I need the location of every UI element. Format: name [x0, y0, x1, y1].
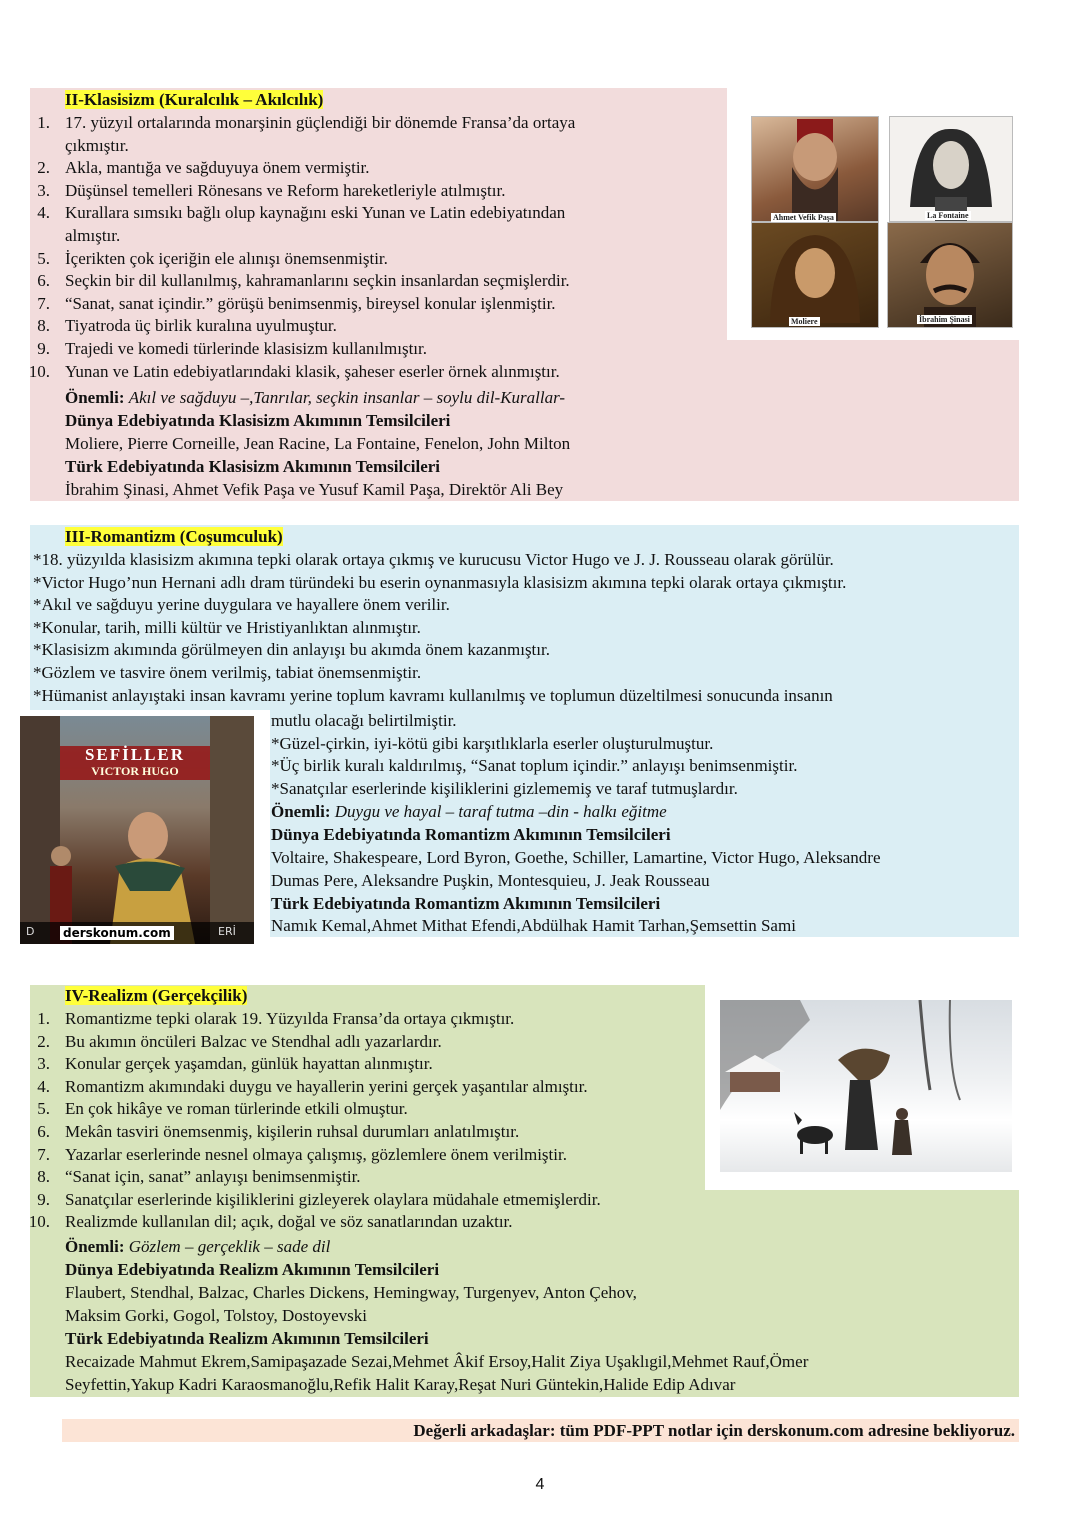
klasisizm-item-text: Seçkin bir dil kullanılmış, kahramanlarını seçkin insanlardan seçmişlerdir.	[65, 271, 570, 291]
footer-note: Değerli arkadaşlar: tüm PDF-PPT notlar için derskonum.com adresine bekliyoruz.	[413, 1421, 1015, 1440]
klasisizm-item-number: 9.	[37, 339, 50, 358]
romantizm-line: *Konular, tarih, milli kültür ve Hristiyanlıktan alınmıştır.	[33, 617, 421, 637]
page-number: 4	[535, 1476, 545, 1493]
book-site-label: derskonum.com	[60, 926, 174, 940]
romantizm-dunya-names-2: Dumas Pere, Aleksandre Puşkin, Montesquieu, J. Jeak Rousseau	[271, 871, 710, 890]
realizm-item-text: Mekân tasviri önemsenmiş, kişilerin ruhsal durumları anlatılmıştır.	[65, 1122, 520, 1141]
realizm-dunya-names-2: Maksim Gorki, Gogol, Tolstoy, Dostoyevski	[65, 1306, 367, 1325]
portrait-figure-icon	[752, 117, 878, 221]
book-title-banner	[60, 746, 210, 780]
book-strip-left: D	[26, 925, 35, 938]
winter-painting	[720, 1000, 1012, 1172]
klasisizm-item-text: Yunan ve Latin edebiyatlarındaki klasik, şaheser eserler örnek alınmıştır.	[65, 361, 560, 381]
klasisizm-dunya-names: Moliere, Pierre Corneille, Jean Racine, La Fontaine, Fenelon, John Milton	[65, 434, 571, 453]
romantizm-line: *Hümanist anlayıştaki insan kavramı yerine toplum kavramı kullanılmış ve toplumun düzeltilmesi sonucunda insanın	[33, 685, 833, 705]
klasisizm-item-text: 17. yüzyıl ortalarında monarşinin güçlendiği bir dönemde Fransa’da ortaya	[65, 113, 576, 132]
romantizm-line: *Victor Hugo’nun Hernani adlı dram türündeki bu eserin oynanmasıyla klasisizm akımına tepki olarak ortaya çıkmıştır.	[33, 572, 847, 592]
klasisizm-heading: II-Klasisizm (Kuralcılık – Akılcılık)	[65, 90, 324, 109]
realizm-heading: IV-Realizm (Gerçekçilik)	[65, 986, 248, 1005]
klasisizm-turk-names: İbrahim Şinasi, Ahmet Vefik Paşa ve Yusuf Kamil Paşa, Direktör Ali Bey	[65, 480, 564, 499]
romantizm-line: *Akıl ve sağduyu yerine duygulara ve hayallere önem verilir.	[33, 595, 450, 615]
realizm-item-text: Yazarlar eserlerinde nesnel olmaya çalışmış, gözlemlere önem verilmiştir.	[65, 1144, 567, 1164]
realizm-item-text: En çok hikâye ve roman türlerinde etkili olmuştur.	[65, 1099, 408, 1119]
portrait-moliere	[751, 222, 879, 328]
romantizm-line: *Gözlem ve tasvire önem verilmiş, tabiat önemsenmiştir.	[33, 663, 422, 682]
realizm-item-text: Sanatçılar eserlerinde kişiliklerini gizleyerek olaylara müdahale etmemişlerdir.	[65, 1189, 601, 1209]
portrait-figure-icon	[890, 117, 1012, 221]
klasisizm-item-text: Tiyatroda üç birlik kuralına uyulmuştur.	[65, 316, 337, 336]
klasisizm-item-text: Kurallara sımsıkı bağlı olup kaynağını eski Yunan ve Latin edebiyatından	[65, 203, 566, 223]
realizm-dunya-title: Dünya Edebiyatında Realizm Akımının Temsilcileri	[65, 1260, 440, 1279]
realizm-item-number: 7.	[37, 1144, 50, 1164]
klasisizm-item-text: Düşünsel temelleri Rönesans ve Reform hareketleriyle atılmıştır.	[65, 180, 506, 200]
klasisizm-item-text: almıştır.	[65, 226, 121, 245]
winter-scene-icon	[720, 1000, 1012, 1172]
book-title: SEFİLLER	[84, 745, 186, 764]
realizm-item-number: 3.	[37, 1054, 50, 1074]
romantizm-line: *Üç birlik kuralı kaldırılmış, “Sanat toplum içindir.” anlayışı benimsenmiştir.	[271, 756, 798, 776]
klasisizm-item-text: çıkmıştır.	[65, 135, 129, 155]
caption-moliere: Moliere	[791, 317, 818, 326]
klasisizm-item-number: 3.	[37, 180, 50, 200]
romantizm-dunya-names-1: Voltaire, Shakespeare, Lord Byron, Goethe, Schiller, Lamartine, Victor Hugo, Aleksandre	[271, 848, 881, 867]
klasisizm-item-number: 1.	[37, 113, 50, 132]
portrait-ibrahim-sinasi	[887, 222, 1013, 328]
realizm-item-number: 10.	[28, 1212, 50, 1232]
klasisizm-item-text: İçerikten çok içeriğin ele alınışı önemsenmiştir.	[65, 248, 388, 268]
realizm-item-number: 9.	[37, 1189, 50, 1209]
realizm-item-text: Bu akımın öncüleri Balzac ve Stendhal adlı yazarlardır.	[65, 1031, 442, 1051]
caption-la-fontaine: La Fontaine	[927, 211, 969, 220]
romantizm-line: *Klasisizm akımında görülmeyen din anlayışı bu akımda önem kazanmıştır.	[33, 640, 550, 660]
realizm-item-number: 2.	[37, 1031, 50, 1051]
realizm-item-text: Romantizme tepki olarak 19. Yüzyılda Fransa’da ortaya çıkmıştır.	[65, 1009, 515, 1028]
portrait-figure-icon	[752, 223, 878, 327]
klasisizm-item-number: 4.	[37, 203, 50, 223]
book-strip-right: ERİ	[218, 925, 236, 938]
klasisizm-item-number: 2.	[37, 158, 50, 178]
realizm-item-number: 6.	[37, 1122, 50, 1141]
realizm-item-text: Realizmde kullanılan dil; açık, doğal ve söz sanatlarından uzaktır.	[65, 1212, 513, 1232]
realizm-item-text: “Sanat için, sanat” anlayışı benimsenmiştir.	[65, 1167, 361, 1187]
romantizm-dunya-title: Dünya Edebiyatında Romantizm Akımının Temsilcileri	[271, 825, 671, 844]
romantizm-turk-names: Namık Kemal,Ahmet Mithat Efendi,Abdülhak Hamit Tarhan,Şemsettin Sami	[271, 916, 796, 935]
caption-ibrahim-sinasi: İbrahim Şinasi	[919, 315, 970, 324]
romantizm-line: mutlu olacağı belirtilmiştir.	[271, 711, 457, 730]
klasisizm-item-text: Trajedi ve komedi türlerinde klasisizm kullanılmıştır.	[65, 339, 427, 358]
realizm-item-text: Konular gerçek yaşamdan, günlük hayattan alınmıştır.	[65, 1054, 433, 1074]
romantizm-onemli: Önemli: Duygu ve hayal – taraf tutma –din - halkı eğitme	[271, 802, 667, 821]
klasisizm-item-text: “Sanat, sanat içindir.” görüşü benimsenmiş, bireysel konular işlenmiştir.	[65, 293, 556, 313]
book-bottom-strip	[20, 922, 254, 944]
realizm-item-number: 4.	[37, 1076, 50, 1096]
klasisizm-item-number: 6.	[37, 271, 50, 291]
klasisizm-item-text: Akla, mantığa ve sağduyuya önem vermiştir.	[65, 158, 370, 178]
romantizm-line: *18. yüzyılda klasisizm akımına tepki olarak ortaya çıkmış ve kurucusu Victor Hugo ve J. J. Rousseau olarak görülür.	[33, 550, 834, 569]
klasisizm-item-number: 7.	[37, 293, 50, 313]
realizm-item-number: 8.	[37, 1167, 50, 1187]
portraits-panel	[727, 109, 1020, 339]
realizm-item-number: 5.	[37, 1099, 50, 1119]
romantizm-line: *Sanatçılar eserlerinde kişiliklerini gizlememiş ve taraf tutmuşlardır.	[271, 778, 738, 798]
klasisizm-turk-title: Türk Edebiyatında Klasisizm Akımının Temsilcileri	[65, 457, 441, 476]
portrait-la-fontaine	[889, 116, 1013, 222]
klasisizm-item-number: 8.	[37, 316, 50, 336]
klasisizm-item-number: 10.	[28, 361, 50, 381]
book-author: VICTOR HUGO	[91, 764, 179, 778]
realizm-turk-names-2: Seyfettin,Yakup Kadri Karaosmanoğlu,Refik Halit Karay,Reşat Nuri Güntekin,Halide Edip Adıvar	[65, 1375, 736, 1394]
realizm-turk-names-1: Recaizade Mahmut Ekrem,Samipaşazade Sezai,Mehmet Âkif Ersoy,Halit Ziya Uşaklıgil,Mehmet Rauf,Ömer	[65, 1352, 809, 1371]
romantizm-line: *Güzel-çirkin, iyi-kötü gibi karşıtlıklarla eserler oluşturulmuştur.	[271, 733, 714, 753]
caption-ahmet-vefik-pasa: Ahmet Vefik Paşa	[773, 213, 834, 222]
klasisizm-dunya-title: Dünya Edebiyatında Klasisizm Akımının Temsilcileri	[65, 411, 451, 430]
portrait-figure-icon	[888, 223, 1012, 327]
realizm-onemli: Önemli: Gözlem – gerçeklik – sade dil	[65, 1237, 331, 1256]
klasisizm-onemli: Önemli: Akıl ve sağduyu –,Tanrılar, seçkin insanlar – soylu dil-Kurallar-	[65, 388, 566, 407]
portrait-ahmet-vefik-pasa	[751, 116, 879, 222]
realizm-item-number: 1.	[37, 1009, 50, 1028]
romantizm-heading: III-Romantizm (Coşumculuk)	[65, 527, 283, 546]
romantizm-turk-title: Türk Edebiyatında Romantizm Akımının Temsilcileri	[271, 894, 661, 913]
realizm-dunya-names-1: Flaubert, Stendhal, Balzac, Charles Dickens, Hemingway, Turgenyev, Anton Çehov,	[65, 1283, 637, 1302]
realizm-item-text: Romantizm akımındaki duygu ve hayallerin yerini gerçek yaşantılar almıştır.	[65, 1076, 588, 1096]
book-cover-sefiller	[20, 716, 254, 944]
klasisizm-item-number: 5.	[37, 248, 50, 268]
realizm-turk-title: Türk Edebiyatında Realizm Akımının Temsilcileri	[65, 1329, 429, 1348]
